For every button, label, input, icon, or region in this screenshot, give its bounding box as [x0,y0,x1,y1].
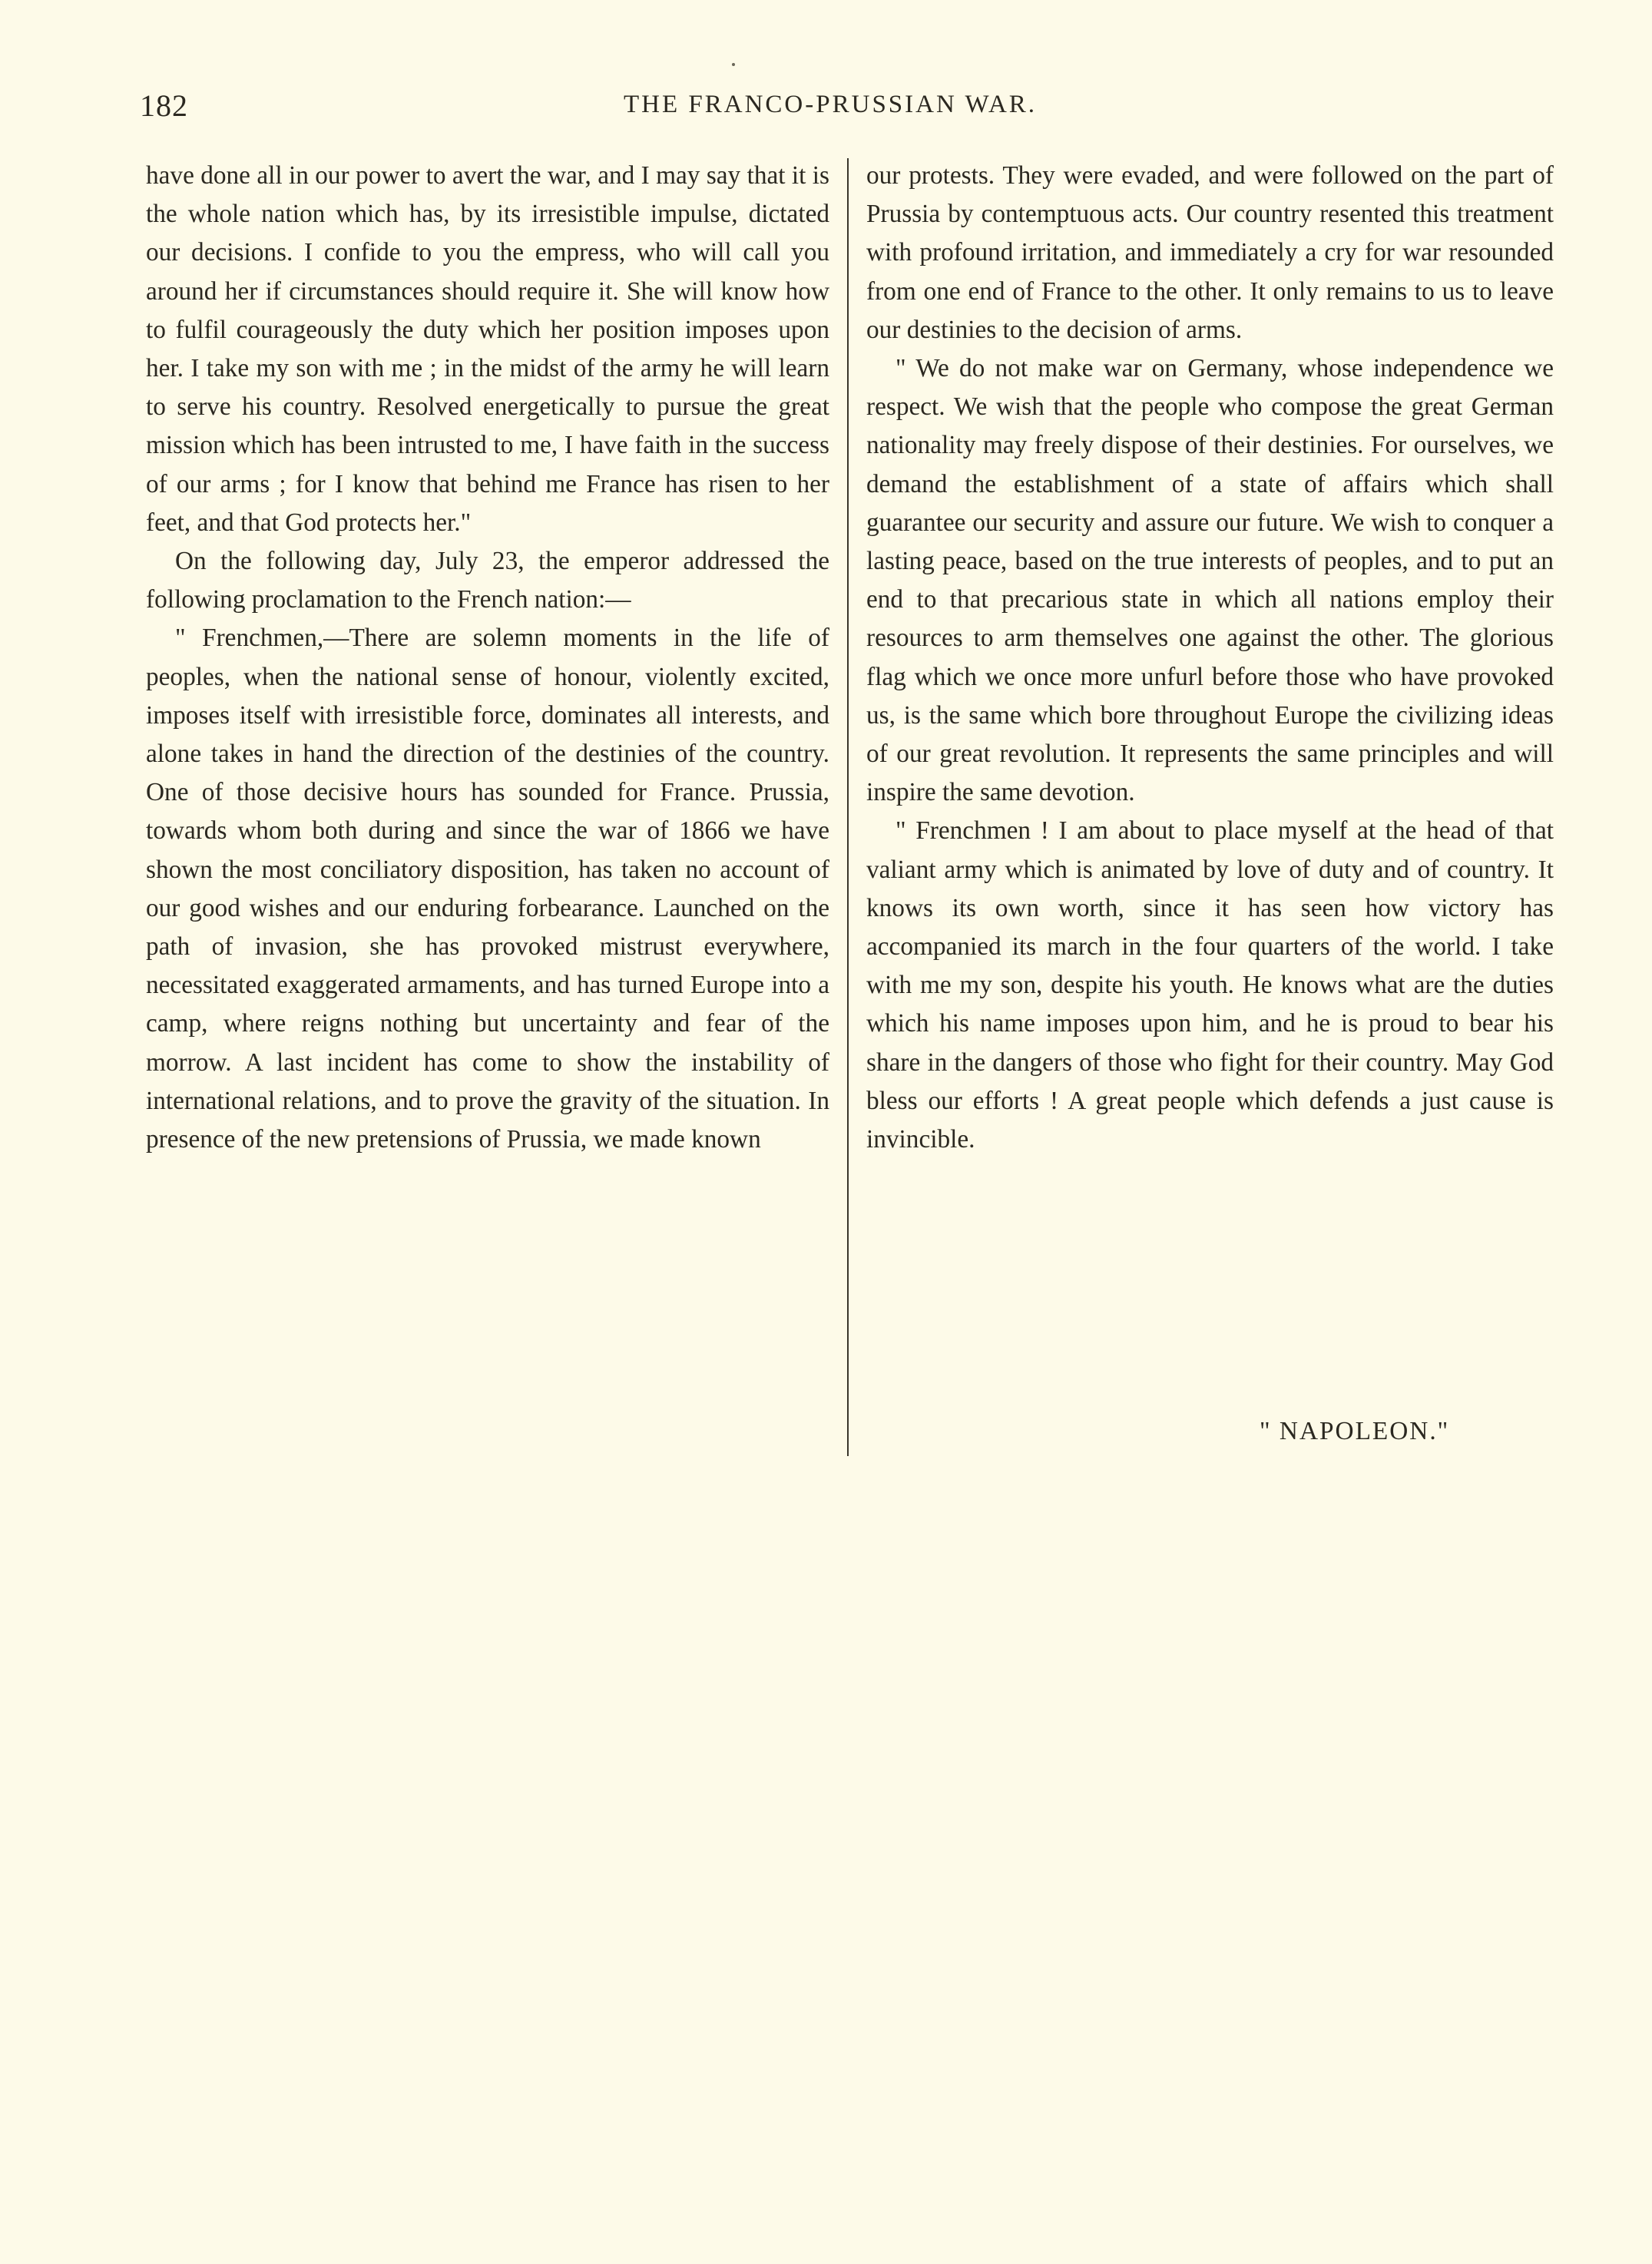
page-header [140,88,1522,126]
signature: " NAPOLEON." [1260,1417,1450,1445]
right-paragraph-continued: our protests. They were evaded, and were followed on the part of Prussia by contemptuous acts. Our country resented this treatment with profound irritation, and immediately a cry for war resounded from one end of France to the other. It only remains to us to leave our destinies to the decision of arms. [866,161,1554,344]
right-paragraph-germany: " We do not make war on Germany, whose independence we respect. We wish that the people who compose the great German nationality may freely dispose of their destinies. For ourselves, we demand the establishment of a state of affairs which shall guarantee our security and assure our future. We wish to conquer a lasting peace, based on the true interests of peoples, and to put an end to that precarious state in which all nations employ their resources to arm themselves one against the other. The glorious flag which we once more unfurl before those who have provoked us, is the same which bore throughout Europe the civilizing ideas of our great revolution. It represents the same principles and will inspire the same devotion. [866,354,1554,807]
right-column [866,157,1554,1159]
running-title: THE FRANCO-PRUSSIAN WAR. [624,91,1038,118]
left-paragraph-narrative: On the following day, July 23, the emperor addressed the following proclamation to the French nation:— [146,547,829,614]
print-speck [732,63,735,66]
left-column [146,157,829,1159]
left-paragraph-proclamation: " Frenchmen,—There are solemn moments in the life of peoples, when the national sense of honour, violently excited, imposes itself with irresistible force, dominates all interests, and alone takes in hand the direction of the destinies of the country. One of those decisive hours has sounded for France. Prussia, towards whom both during and since the war of 1866 we have shown the most conciliatory disposition, has taken no account of our good wishes and our enduring forbearance. Launched on the path of invasion, she has provoked mistrust everywhere, necessitated exaggerated armaments, and has turned Europe into a camp, where reigns nothing but uncertainty and fear of the morrow. A last incident has come to show the instability of international relations, and to prove the gravity of the situation. In presence of the new pretensions of Prussia, we made known [146,624,829,1154]
column-divider [847,158,849,1456]
right-paragraph-frenchmen: " Frenchmen ! I am about to place myself at the head of that valiant army which is animated by love of duty and of country. It knows its own worth, since it has seen how victory has accompanied its march in the four quarters of the world. I take with me my son, despite his youth. He knows what are the duties which his name imposes upon him, and he is proud to bear his share in the dangers of those who fight for their country. May God bless our efforts ! A great people which defends a just cause is invincible. [866,816,1554,1154]
left-paragraph-continued: have done all in our power to avert the war, and I may say that it is the whole nation which has, by its irresistible impulse, dictated our decisions. I confide to you the empress, who will call you around her if circumstances should require it. She will know how to fulfil courageously the duty which her position imposes upon her. I take my son with me ; in the midst of the army he will learn to serve his country. Resolved energetically to pursue the great mission which has been intrusted to me, I have faith in the success of our arms ; for I know that behind me France has risen to her feet, and that God protects her." [146,161,829,537]
page-number: 182 [140,88,188,123]
